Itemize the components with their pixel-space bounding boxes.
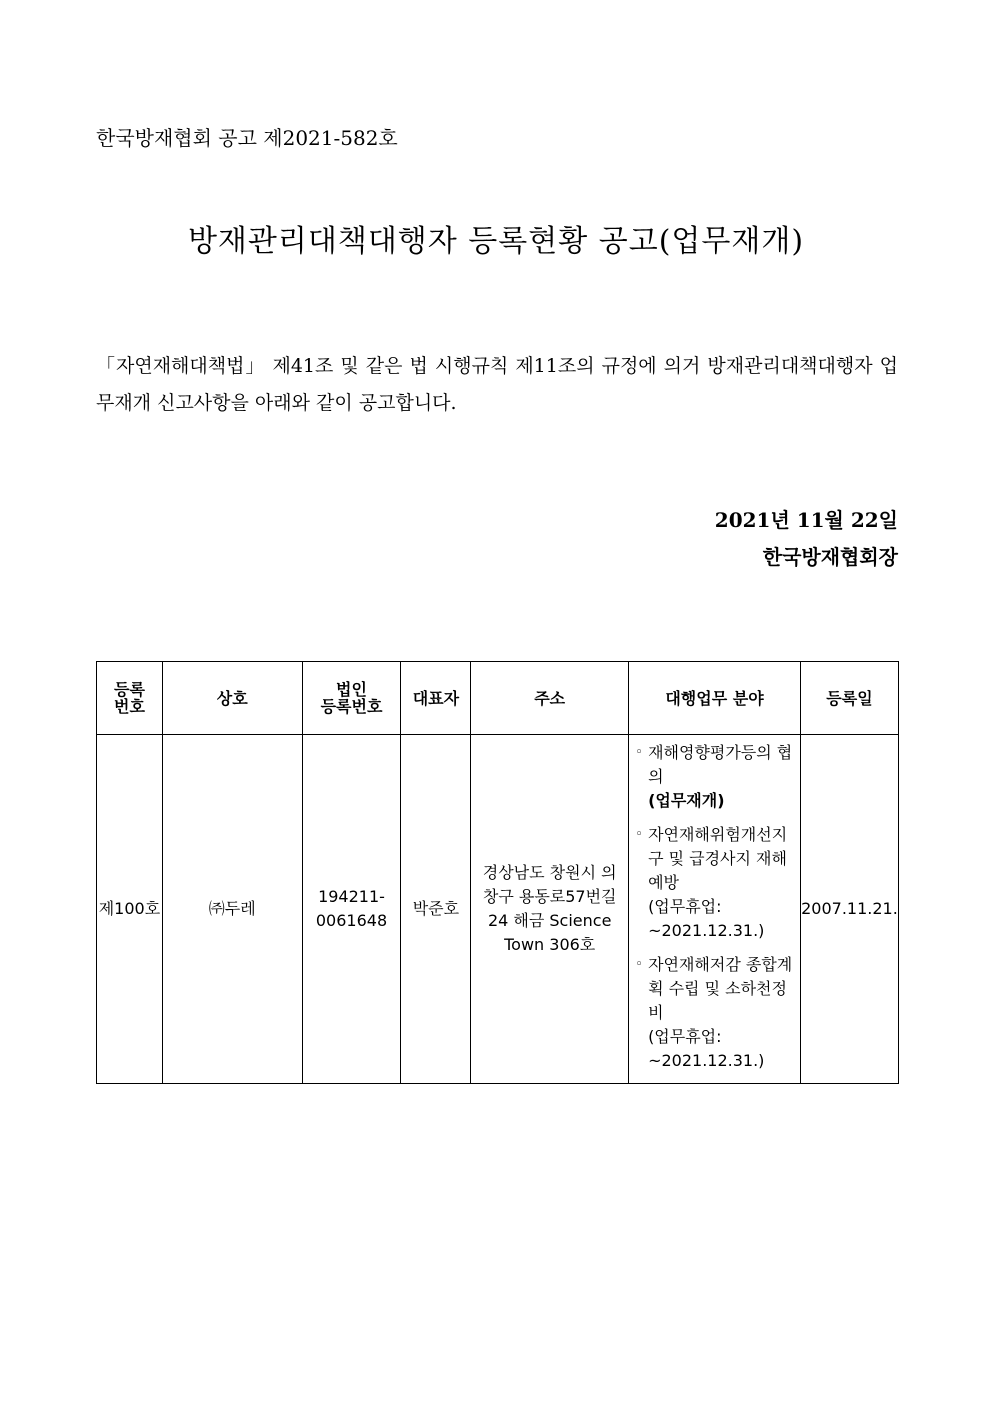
header-company: 상호 <box>162 662 302 735</box>
field-name: 자연재해위험개선지구 및 급경사지 재해예방 <box>648 825 788 892</box>
registration-table <box>96 661 899 1084</box>
header-fields: 대행업무 분야 <box>629 662 801 735</box>
cell-fields <box>629 735 801 1084</box>
bullet-icon: ◦ <box>635 745 643 760</box>
field-status: (업무휴업: ~2021.12.31.) <box>648 1027 765 1070</box>
notice-number: 한국방재협회 공고 제2021-582호 <box>96 126 398 150</box>
signature-issuer: 한국방재협회장 <box>762 545 898 569</box>
signature-date: 2021년 11월 22일 <box>714 508 898 532</box>
list-item <box>635 741 798 813</box>
field-name: 재해영향평가등의 협의 <box>648 743 793 786</box>
field-status: (업무휴업: ~2021.12.31.) <box>648 897 765 940</box>
field-status: (업무재개) <box>648 791 725 810</box>
table-header-row <box>97 662 899 735</box>
cell-corp-reg-no: 194211-0061648 <box>302 735 401 1084</box>
cell-company: ㈜두레 <box>162 735 302 1084</box>
header-reg-no: 등록 번호 <box>97 662 163 735</box>
field-name: 자연재해저감 종합계획 수립 및 소하천정비 <box>648 955 793 1022</box>
cell-address: 경상남도 창원시 의창구 용동로57번길 24 해금 Science Town 306호 <box>471 735 629 1084</box>
header-reg-date: 등록일 <box>800 662 898 735</box>
field-list <box>629 735 800 1073</box>
list-item <box>635 823 798 943</box>
header-corp-reg-no: 법인 등록번호 <box>302 662 401 735</box>
list-item <box>635 953 798 1073</box>
cell-reg-date: 2007.11.21. <box>800 735 898 1084</box>
notice-body: 「자연재해대책법」 제41조 및 같은 법 시행규칙 제11조의 규정에 의거 방재관리대책대행자 업무재개 신고사항을 아래와 같이 공고합니다. <box>96 355 898 414</box>
cell-reg-no: 제100호 <box>97 735 163 1084</box>
table-row <box>97 735 899 1084</box>
cell-representative: 박준호 <box>401 735 471 1084</box>
bullet-icon: ◦ <box>635 827 643 842</box>
header-representative: 대표자 <box>401 662 471 735</box>
bullet-icon: ◦ <box>635 957 643 972</box>
header-address: 주소 <box>471 662 629 735</box>
document-title: 방재관리대책대행자 등록현황 공고(업무재개) <box>187 224 805 259</box>
